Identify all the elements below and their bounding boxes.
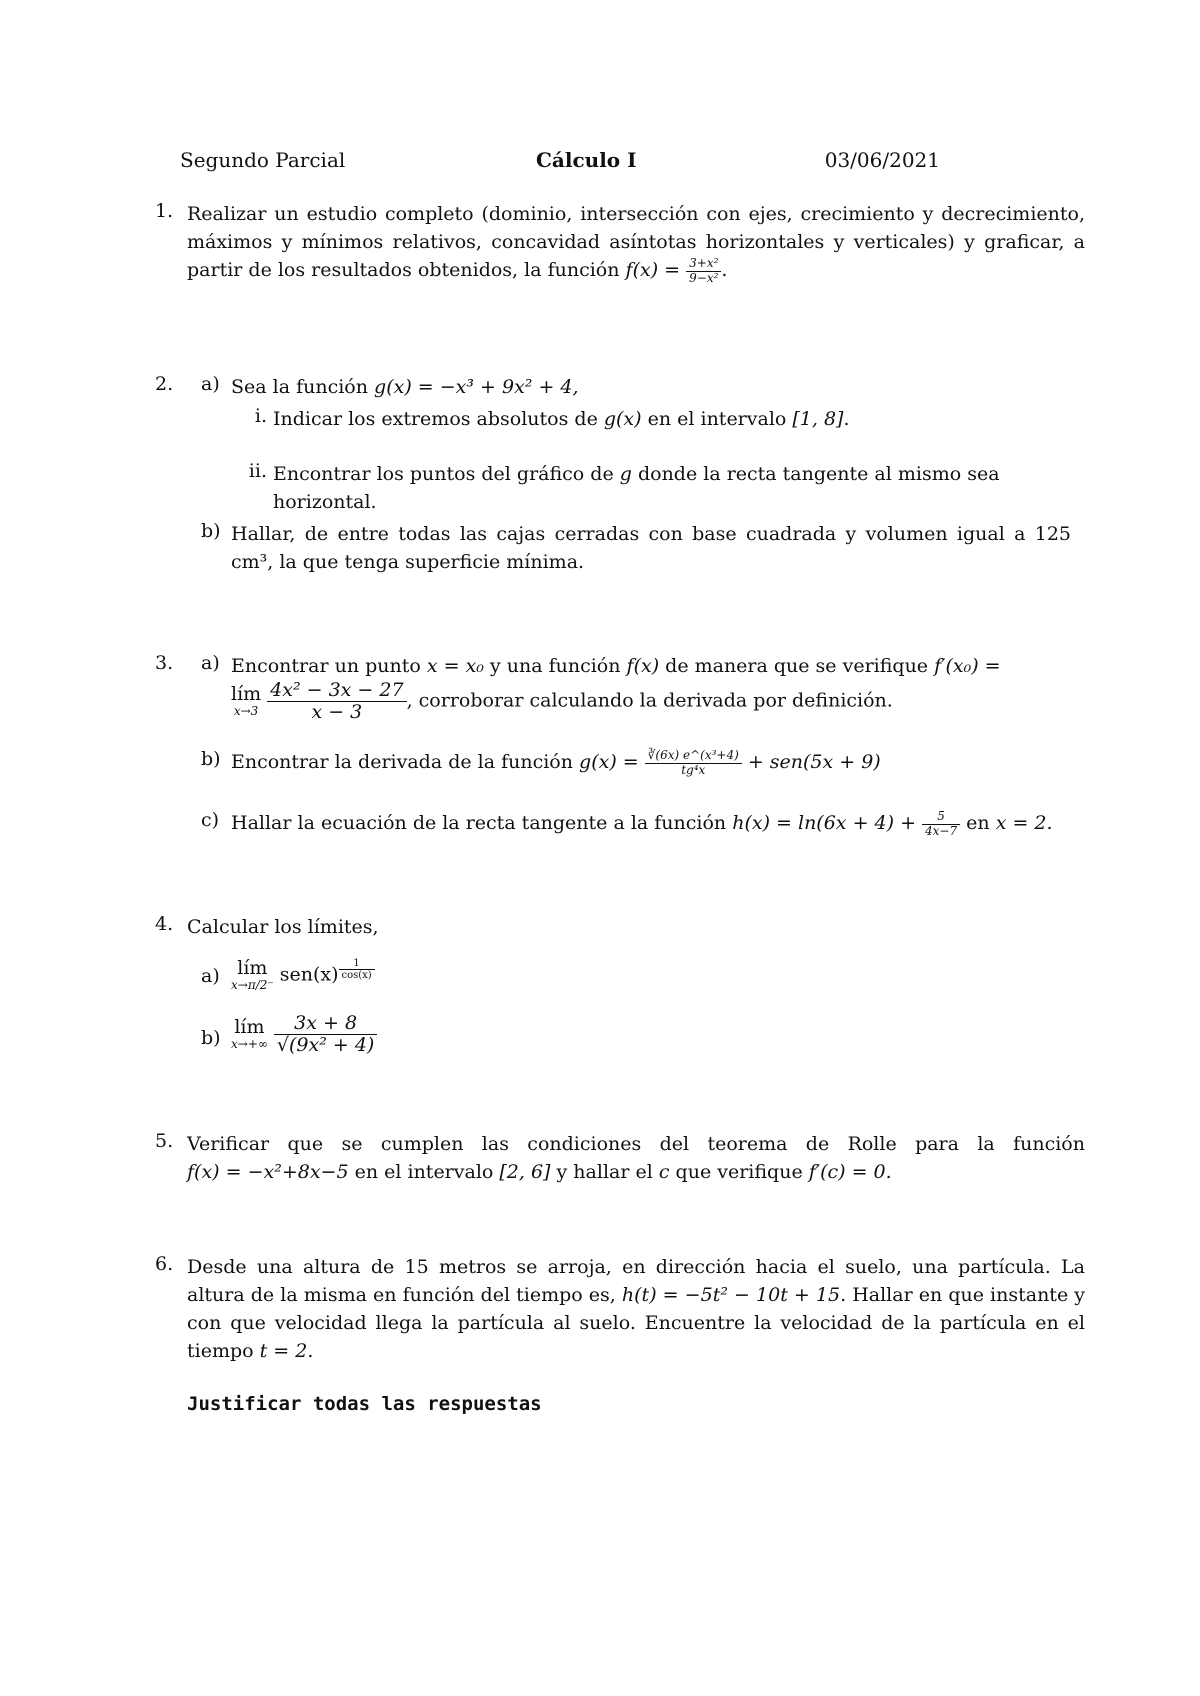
exam-name: Segundo Parcial bbox=[180, 148, 346, 172]
exponent-fraction: 1 cos(x) bbox=[339, 958, 375, 981]
question-number: 5. bbox=[155, 1130, 174, 1152]
fraction: $\frac{5}{4x-7}$ bbox=[922, 810, 960, 837]
footer-note: Justificar todas las respuestas bbox=[187, 1393, 542, 1415]
question-2: 2. a) Sea la función g(x) = −x³ + 9x² + 4, i. Indicar los extremos absolutos de g(x) en el intervalo [1, 8]. ii. Encontrar los puntos del gráfico de g donde la recta tangente al mismo sea horizontal. b) Hallar, de entre todas las cajas cerradas con base cuadrada y volumen igual a 125 cm³, la que tenga superficie mínima. bbox=[155, 373, 1071, 573]
question-1 bbox=[155, 200, 1085, 290]
question-3: 3. a) Encontrar un punto x = x₀ y una función f(x) de manera que se verifique f′(x₀) = lím x→3 $\frac{\text{4x² − 3x − 27}}{x - 3}$ , corroborar calculando la derivada por definición. b) Encontrar la derivada de la función g(x) = $\frac{\text{∛(6x) e\textasciicircum{}(x³+4)}}{\text{tg⁴x}}$ + sen(5x + 9) c) Hallar la ecuación de la recta tangente a la función h(x) = ln(6x + 4) + $\frac{5}{4x-7}$ en x = 2. bbox=[155, 652, 1053, 838]
question-number: 1. bbox=[155, 200, 174, 222]
exam-date: 03/06/2021 bbox=[824, 148, 940, 172]
question-number: 2. bbox=[155, 373, 174, 395]
limit-operator: lím x→3 bbox=[231, 683, 262, 719]
question-6 bbox=[155, 1253, 1085, 1362]
question-4: 4. Calcular los límites, a) lím x→π/2⁻ sen(x) $^{\frac{1}{\cos(x)}}$ b) lím x→+∞ $\frac{3x + 8}{\text{√(9x² + 4)}}$ bbox=[155, 913, 1085, 1083]
limit-operator: lím x→+∞ bbox=[231, 1016, 268, 1052]
fraction: $\frac{\text{4x² − 3x − 27}}{x - 3}$ bbox=[267, 680, 406, 723]
fraction: $\frac{3x + 8}{\text{√(9x² + 4)}}$ bbox=[274, 1013, 377, 1056]
limit-operator: lím x→π/2⁻ bbox=[231, 957, 274, 993]
question-number: 3. bbox=[155, 652, 174, 674]
fraction: $\frac{\text{3+x²}}{\text{9−x²}}$ bbox=[686, 257, 721, 284]
fraction: $\frac{\text{∛(6x) e\textasciicircum{}(x³+4)}}{\text{tg⁴x}}$ bbox=[645, 749, 742, 776]
question-5 bbox=[155, 1130, 1085, 1190]
question-text: Verificar que se cumplen las condiciones del teorema de Rolle para la función f(x) = −x²+8x−5 en el intervalo [2, 6] y hallar el c que verifique f′(c) = 0. bbox=[187, 1133, 1085, 1183]
question-number: 4. bbox=[155, 913, 174, 935]
question-text: Desde una altura de 15 metros se arroja, en dirección hacia el suelo, una partícula. La altura de la misma en función del tiempo es, h(t) = −5t² − 10t + 15. Hallar en que instante y con que velocidad llega la partícula al suelo. Encuentre la velocidad de la partícula en el tiempo t = 2. bbox=[187, 1256, 1085, 1362]
question-number: 6. bbox=[155, 1253, 174, 1275]
exam-header bbox=[180, 148, 940, 178]
question-text: Realizar un estudio completo (dominio, intersección con ejes, crecimiento y decrecimiento, máximos y mínimos relativos, concavidad asíntotas horizontales y verticales) y graficar, a partir de los resultados obtenidos, la función f(x) = $\frac{\text{3+x²}}{\text{9−x²}}$ . bbox=[187, 203, 1085, 285]
question-text: Calcular los límites, bbox=[187, 916, 379, 938]
subject-title: Cálculo I bbox=[536, 148, 637, 172]
